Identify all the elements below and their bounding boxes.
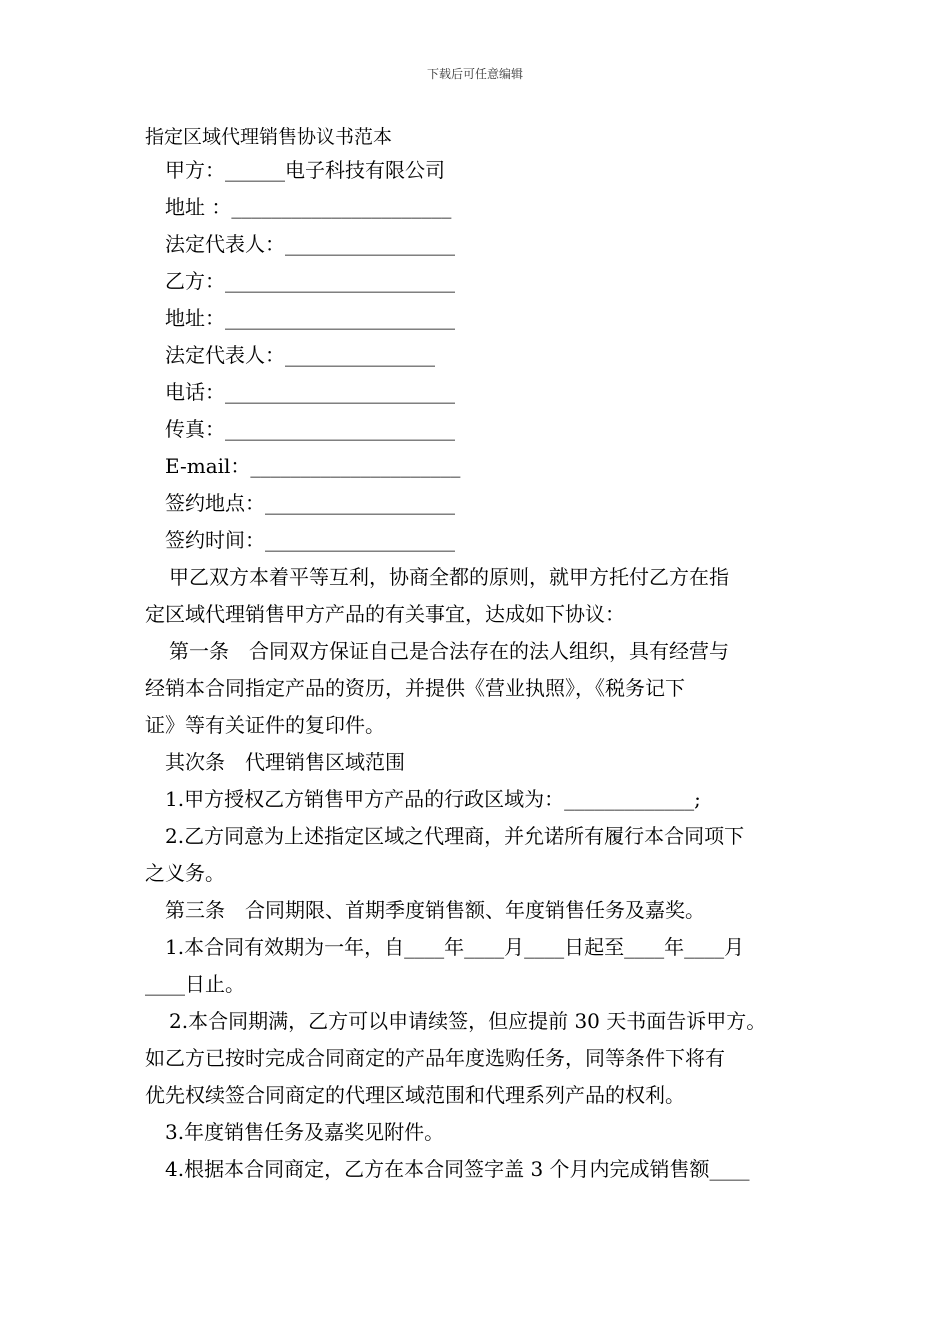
field-label: 地址 ：: [165, 195, 232, 219]
field-email: [145, 448, 815, 485]
article-1-line-2: 经销本合同指定产品的资历，并提供《营业执照》，《税务记下: [145, 676, 685, 700]
field-label: 签约地点：: [165, 491, 265, 515]
article-3-item-3: 3.年度销售任务及嘉奖见附件。: [165, 1120, 445, 1144]
page-header: 下载后可任意编辑: [426, 67, 523, 81]
field-blank: _________________: [285, 232, 455, 256]
field-label: 传真：: [165, 417, 225, 441]
document-title: 指定区域代理销售协议书范本: [145, 126, 393, 148]
field-label: 电话：: [165, 380, 225, 404]
field-address-b: [145, 300, 815, 337]
document-body: [145, 122, 815, 1188]
article-3-title: 第三条 合同期限、首期季度销售额、年度销售任务及嘉奖。: [165, 898, 705, 922]
intro-line-2: 定区域代理销售甲方产品的有关事宜，达成如下协议：: [145, 602, 625, 626]
field-label: 甲方：: [165, 158, 225, 182]
field-label: E-mail：: [165, 454, 251, 478]
field-label: 乙方：: [165, 269, 225, 293]
field-sign-place: [145, 485, 815, 522]
field-label: 地址：: [165, 306, 225, 330]
article-3-item-2-line-3: 优先权续签合同商定的代理区域范围和代理系列产品的权利。: [145, 1083, 685, 1107]
article-2-item-1: 1.甲方授权乙方销售甲方产品的行政区域为：_____________;: [165, 787, 701, 811]
article-2-title: 其次条 代理销售区域范围: [165, 750, 405, 774]
field-label: 法定代表人：: [165, 343, 285, 367]
field-blank: ______________________: [231, 195, 452, 219]
field-address-a: [145, 189, 815, 226]
field-legal-rep-b: [145, 337, 815, 374]
field-blank: _______________________: [225, 417, 455, 441]
field-sign-time: [145, 522, 815, 559]
article-2-item-2-line-1: 2.乙方同意为上述指定区域之代理商，并允诺所有履行本合同项下: [165, 824, 745, 848]
article-3-item-2-line-2: 如乙方已按时完成合同商定的产品年度选购任务，同等条件下将有: [145, 1046, 725, 1070]
field-blank: _______________________: [225, 269, 455, 293]
field-blank: _______________________: [225, 306, 455, 330]
field-fax: [145, 411, 815, 448]
field-blank: _______________________: [225, 380, 455, 404]
article-3-item-1-line-1: 1.本合同有效期为一年，自____年____月____日起至____年____月: [165, 935, 745, 959]
article-3-item-4: 4.根据本合同商定，乙方在本合同签字盖 3 个月内完成销售额____: [165, 1157, 750, 1181]
field-label: 签约时间：: [165, 528, 265, 552]
field-label: 法定代表人：: [165, 232, 285, 256]
field-party-a: [145, 152, 815, 189]
field-blank: ______: [225, 158, 285, 182]
article-1-line-3: 证》等有关证件的复印件。: [145, 713, 385, 737]
field-legal-rep-a: [145, 226, 815, 263]
field-phone: [145, 374, 815, 411]
intro-line-1: 甲乙双方本着平等互利，协商全都的原则，就甲方托付乙方在指: [169, 565, 729, 589]
field-party-b: [145, 263, 815, 300]
article-3-item-1-line-2: ____日止。: [145, 972, 245, 996]
field-blank: ___________________: [265, 491, 455, 515]
field-blank: _____________________: [250, 454, 461, 478]
article-1-line-1: 第一条 合同双方保证自己是合法存在的法人组织，具有经营与: [169, 639, 729, 663]
article-3-item-2-line-1: 2.本合同期满，乙方可以申请续签，但应提前 30 天书面告诉甲方。: [169, 1009, 767, 1033]
field-suffix: 电子科技有限公司: [285, 158, 445, 182]
field-blank: _______________: [285, 343, 435, 367]
article-2-item-2-line-2: 之义务。: [145, 861, 225, 885]
field-blank: ___________________: [265, 528, 455, 552]
